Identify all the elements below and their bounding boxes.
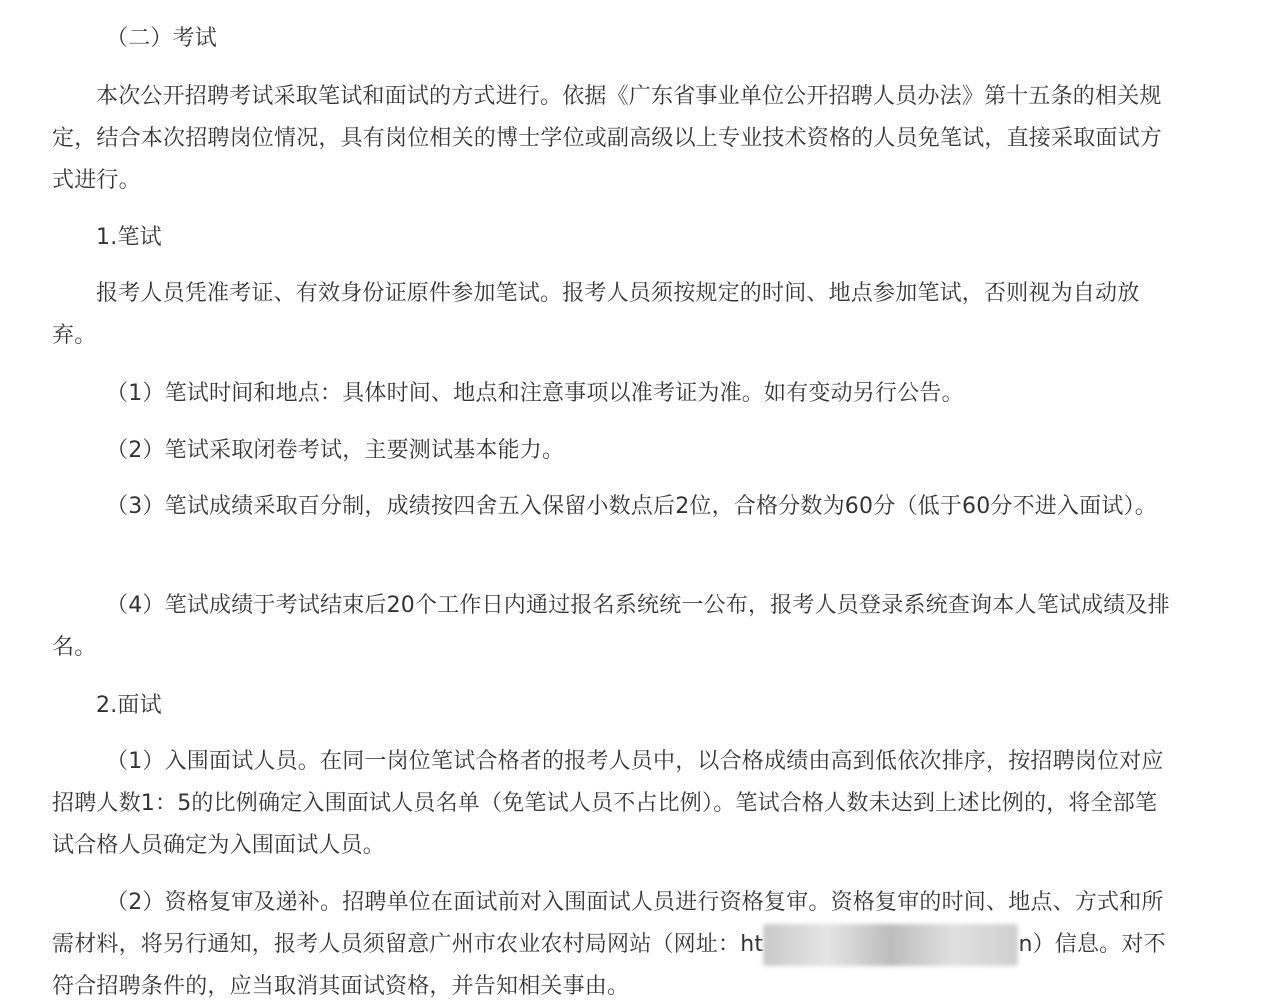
interview-item-1: （1）入围面试人员。在同一岗位笔试合格者的报考人员中，以合格成绩由高到低依次排序，按招聘岗位对应招聘人数1：5的比例确定入围面试人员名单（免笔试人员不占比例）。笔试合格人数未达到上述比例的，将全部笔试合格人员确定为入围面试人员。: [52, 749, 1164, 858]
written-exam-item-3: （3）笔试成绩采取百分制，成绩按四舍五入保留小数点后2位，合格分数为60分（低于60分不进入面试）。: [106, 494, 1157, 519]
written-exam-item-1: （1）笔试时间和地点：具体时间、地点和注意事项以准考证为准。如有变动另行公告。: [106, 381, 964, 406]
written-exam-item-2: （2）笔试采取闭卷考试，主要测试基本能力。: [106, 438, 565, 463]
exam-intro-paragraph: 本次公开招聘考试采取笔试和面试的方式进行。依据《广东省事业单位公开招聘人员办法》第十五条的相关规定，结合本次招聘岗位情况，具有岗位相关的博士学位或副高级以上专业技术资格的人员免笔试，直接采取面试方式进行。: [52, 84, 1163, 193]
interview-item-2-text-before: （2）资格复审及递补。招聘单位在面试前对入围面试人员进行资格复审。资格复审的时间、地点、方式和所需材料，将另行通知，报考人员须留意广州市农业农村局网站（网址：ht: [52, 890, 1164, 957]
written-exam-intro: 报考人员凭准考证、有效身份证原件参加笔试。报考人员须按规定的时间、地点参加笔试，否则视为自动放弃。: [52, 281, 1140, 348]
blurred-url: [763, 924, 1018, 966]
written-exam-heading: 1.笔试: [96, 225, 162, 250]
interview-heading: 2.面试: [96, 693, 162, 718]
interview-item-2: [52, 882, 1172, 1008]
interview-item-2-text-after: n）信息。对不符合招聘条件的，应当取消其面试资格，并告知相关事由。: [52, 932, 1166, 999]
section-heading-exam: （二）考试: [106, 26, 218, 51]
written-exam-item-4: （4）笔试成绩于考试结束后20个工作日内通过报名系统统一公布，报考人员登录系统查询本人笔试成绩及排名。: [52, 593, 1170, 660]
